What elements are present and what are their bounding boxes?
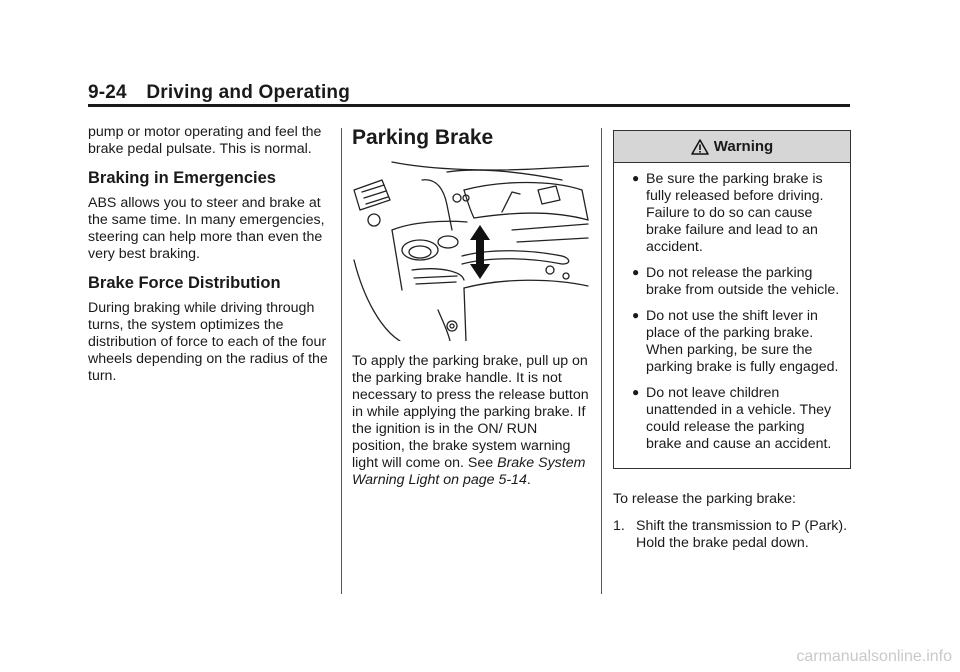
warning-list <box>614 163 850 468</box>
column-left <box>88 124 333 395</box>
emergencies-paragraph: ABS allows you to steer and brake at the same time. In many emergencies, steering can help more than even the very best braking. <box>88 195 325 262</box>
parking-brake-illustration <box>352 160 589 341</box>
heading-brake-force: Brake Force Distribution <box>88 274 281 292</box>
watermark: carmanualsonline.info <box>796 648 952 665</box>
step-text: Shift the transmission to P (Park). Hold the brake pedal down. <box>636 518 848 551</box>
bullet-dot-icon: ● <box>632 385 640 399</box>
list-item: ● Be sure the parking brake is fully released before driving. Failure to do so can cause brake failure and lead to an accident. <box>632 171 824 255</box>
column-divider-1 <box>341 128 342 594</box>
column-divider-2 <box>601 128 602 594</box>
intro-paragraph: pump or motor operating and feel the brake pedal pulsate. This is normal. <box>88 124 322 157</box>
apply-paragraph: To apply the parking brake, pull up on the parking brake handle. It is not necessary to press the release button in while applying the parking brake. If the ignition is in the ON/ RUN position, the brake system warning light will come on. See Brake System Warning Light on page 5-14. <box>352 353 589 488</box>
warning-title: Warning <box>713 138 774 155</box>
bullet-dot-icon: ● <box>632 265 640 279</box>
bullet-dot-icon: ● <box>632 171 640 185</box>
release-intro: To release the parking brake: <box>613 491 796 507</box>
page-number: 9-24 <box>88 82 127 103</box>
heading-emergencies: Braking in Emergencies <box>88 169 276 187</box>
list-item: ● Do not use the shift lever in place of the parking brake. When parking, be sure the parking brake is fully engaged. <box>632 308 839 375</box>
parking-brake-title: Parking Brake <box>352 126 494 149</box>
step-number: 1. <box>613 518 625 534</box>
list-item: ● Do not release the parking brake from outside the vehicle. <box>632 265 840 298</box>
warning-box <box>613 130 851 469</box>
column-middle <box>352 124 590 499</box>
page-header <box>88 82 350 104</box>
release-step-1 <box>613 518 851 552</box>
bullet-dot-icon: ● <box>632 308 640 322</box>
brake-force-paragraph: During braking while driving through turns, the system optimizes the distribution of force to each of the four wheels depending on the radius of the turn. <box>88 300 328 384</box>
list-item: ● Do not leave children unattended in a vehicle. They could release the parking brake and cause an accident. <box>632 385 832 452</box>
header-rule <box>88 104 850 107</box>
xref-link[interactable]: Brake System Warning Light on page 5-14 <box>352 455 586 488</box>
section-title: Driving and Operating <box>146 82 351 103</box>
warning-header <box>614 131 850 163</box>
warning-triangle-icon <box>691 139 709 155</box>
column-right <box>613 124 851 552</box>
